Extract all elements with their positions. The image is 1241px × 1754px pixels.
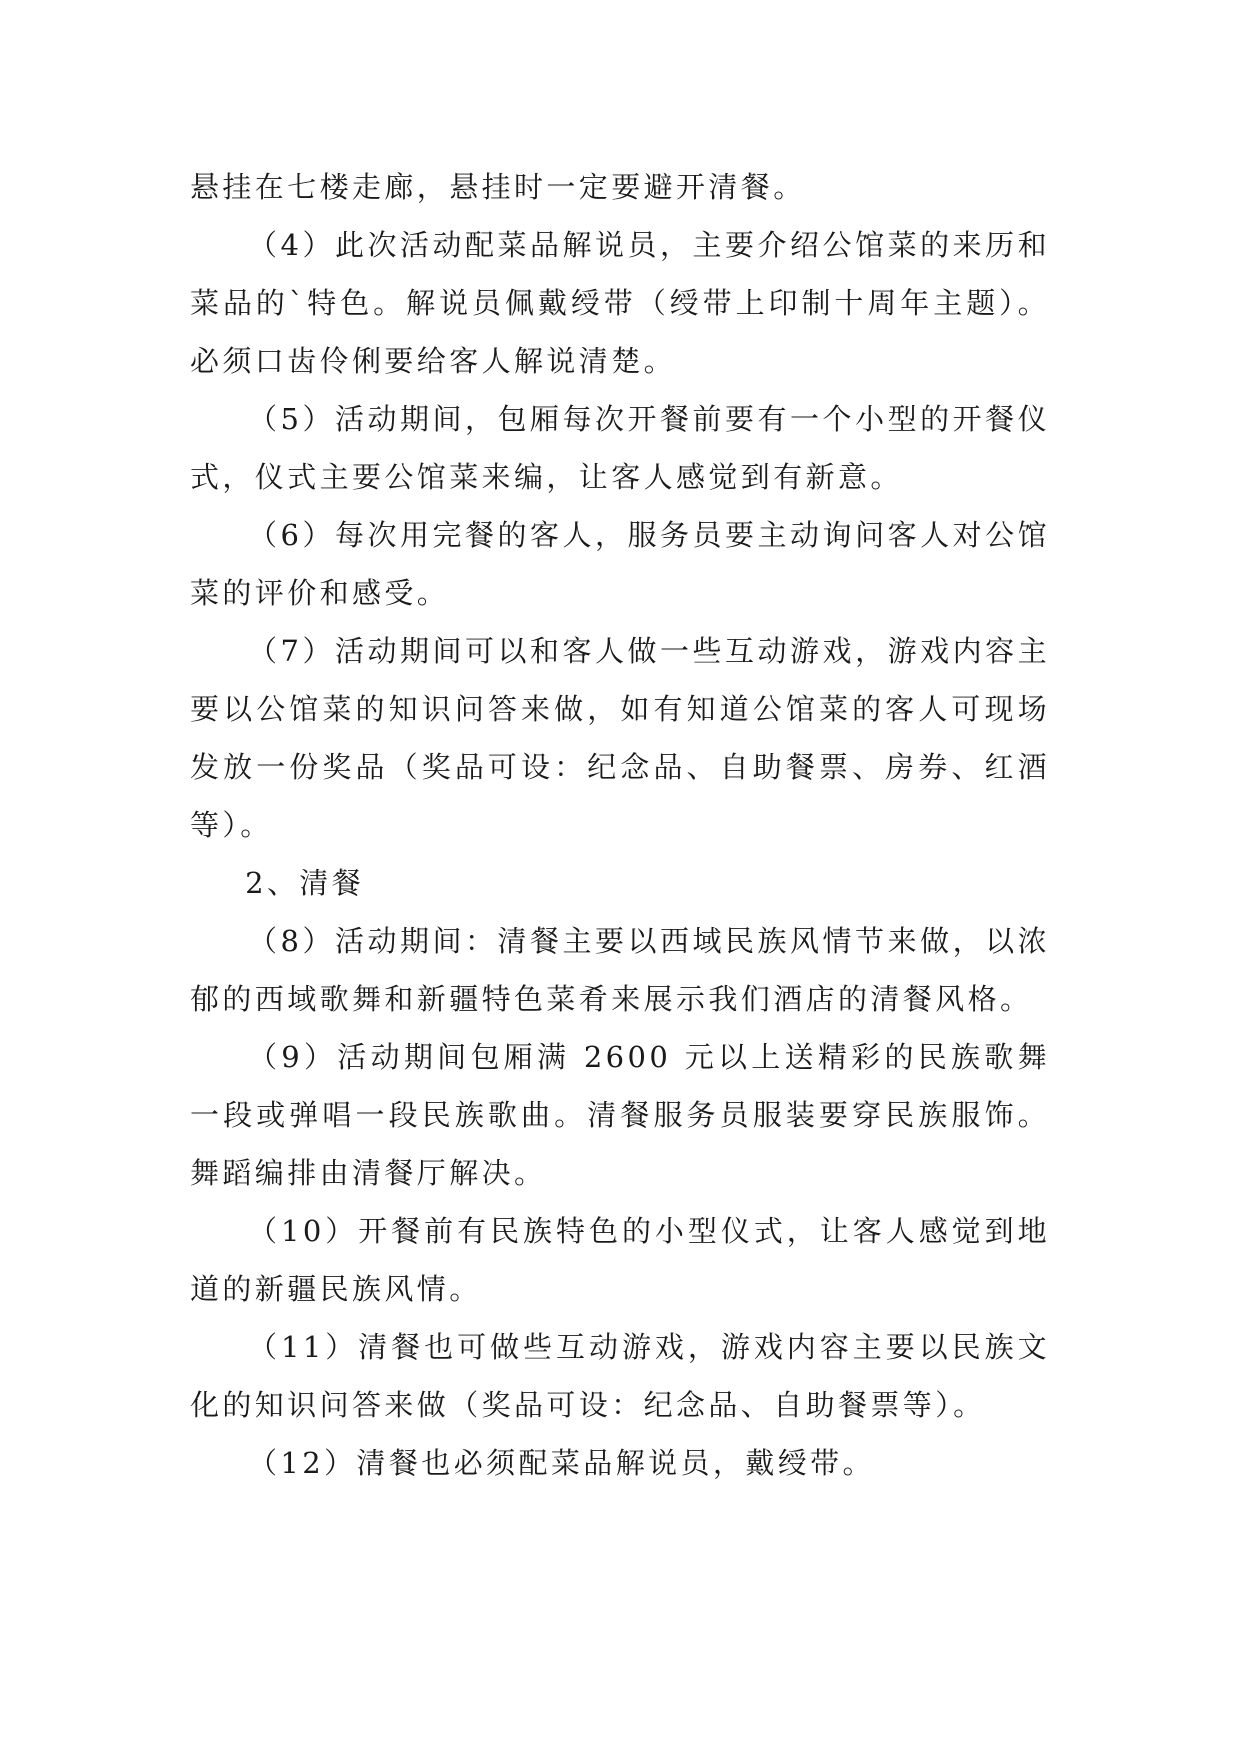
paragraph-item-12: （12）清餐也必须配菜品解说员，戴绶带。 — [248, 1446, 875, 1480]
paragraph-item-6: （6）每次用完餐的客人，服务员要主动询问客人对公馆菜的评价和感受。 — [190, 518, 1050, 610]
paragraph-item-9: （9）活动期间包厢满 2600 元以上送精彩的民族歌舞一段或弹唱一段民族歌曲。清餐服务员服装要穿民族服饰。舞蹈编排由清餐厅解决。 — [190, 1040, 1050, 1190]
section-heading-2: 2、清餐 — [245, 866, 365, 900]
paragraph-item-10: （10）开餐前有民族特色的小型仪式，让客人感觉到地道的新疆民族风情。 — [190, 1214, 1050, 1306]
document-body — [190, 158, 1050, 1492]
paragraph-item-8: （8）活动期间：清餐主要以西域民族风情节来做，以浓郁的西域歌舞和新疆特色菜肴来展示我们酒店的清餐风格。 — [190, 924, 1050, 1016]
paragraph-item-4: （4）此次活动配菜品解说员，主要介绍公馆菜的来历和菜品的`特色。解说员佩戴绶带（绶带上印制十周年主题）。必须口齿伶俐要给客人解说清楚。 — [190, 228, 1050, 378]
paragraph-item-7: （7）活动期间可以和客人做一些互动游戏，游戏内容主要以公馆菜的知识问答来做，如有知道公馆菜的客人可现场发放一份奖品（奖品可设：纪念品、自助餐票、房券、红酒等）。 — [190, 634, 1050, 842]
paragraph-continuation: 悬挂在七楼走廊，悬挂时一定要避开清餐。 — [190, 170, 806, 204]
paragraph-item-5: （5）活动期间，包厢每次开餐前要有一个小型的开餐仪式，仪式主要公馆菜来编，让客人感觉到有新意。 — [190, 402, 1050, 494]
paragraph-item-11: （11）清餐也可做些互动游戏，游戏内容主要以民族文化的知识问答来做（奖品可设：纪念品、自助餐票等）。 — [190, 1330, 1050, 1422]
